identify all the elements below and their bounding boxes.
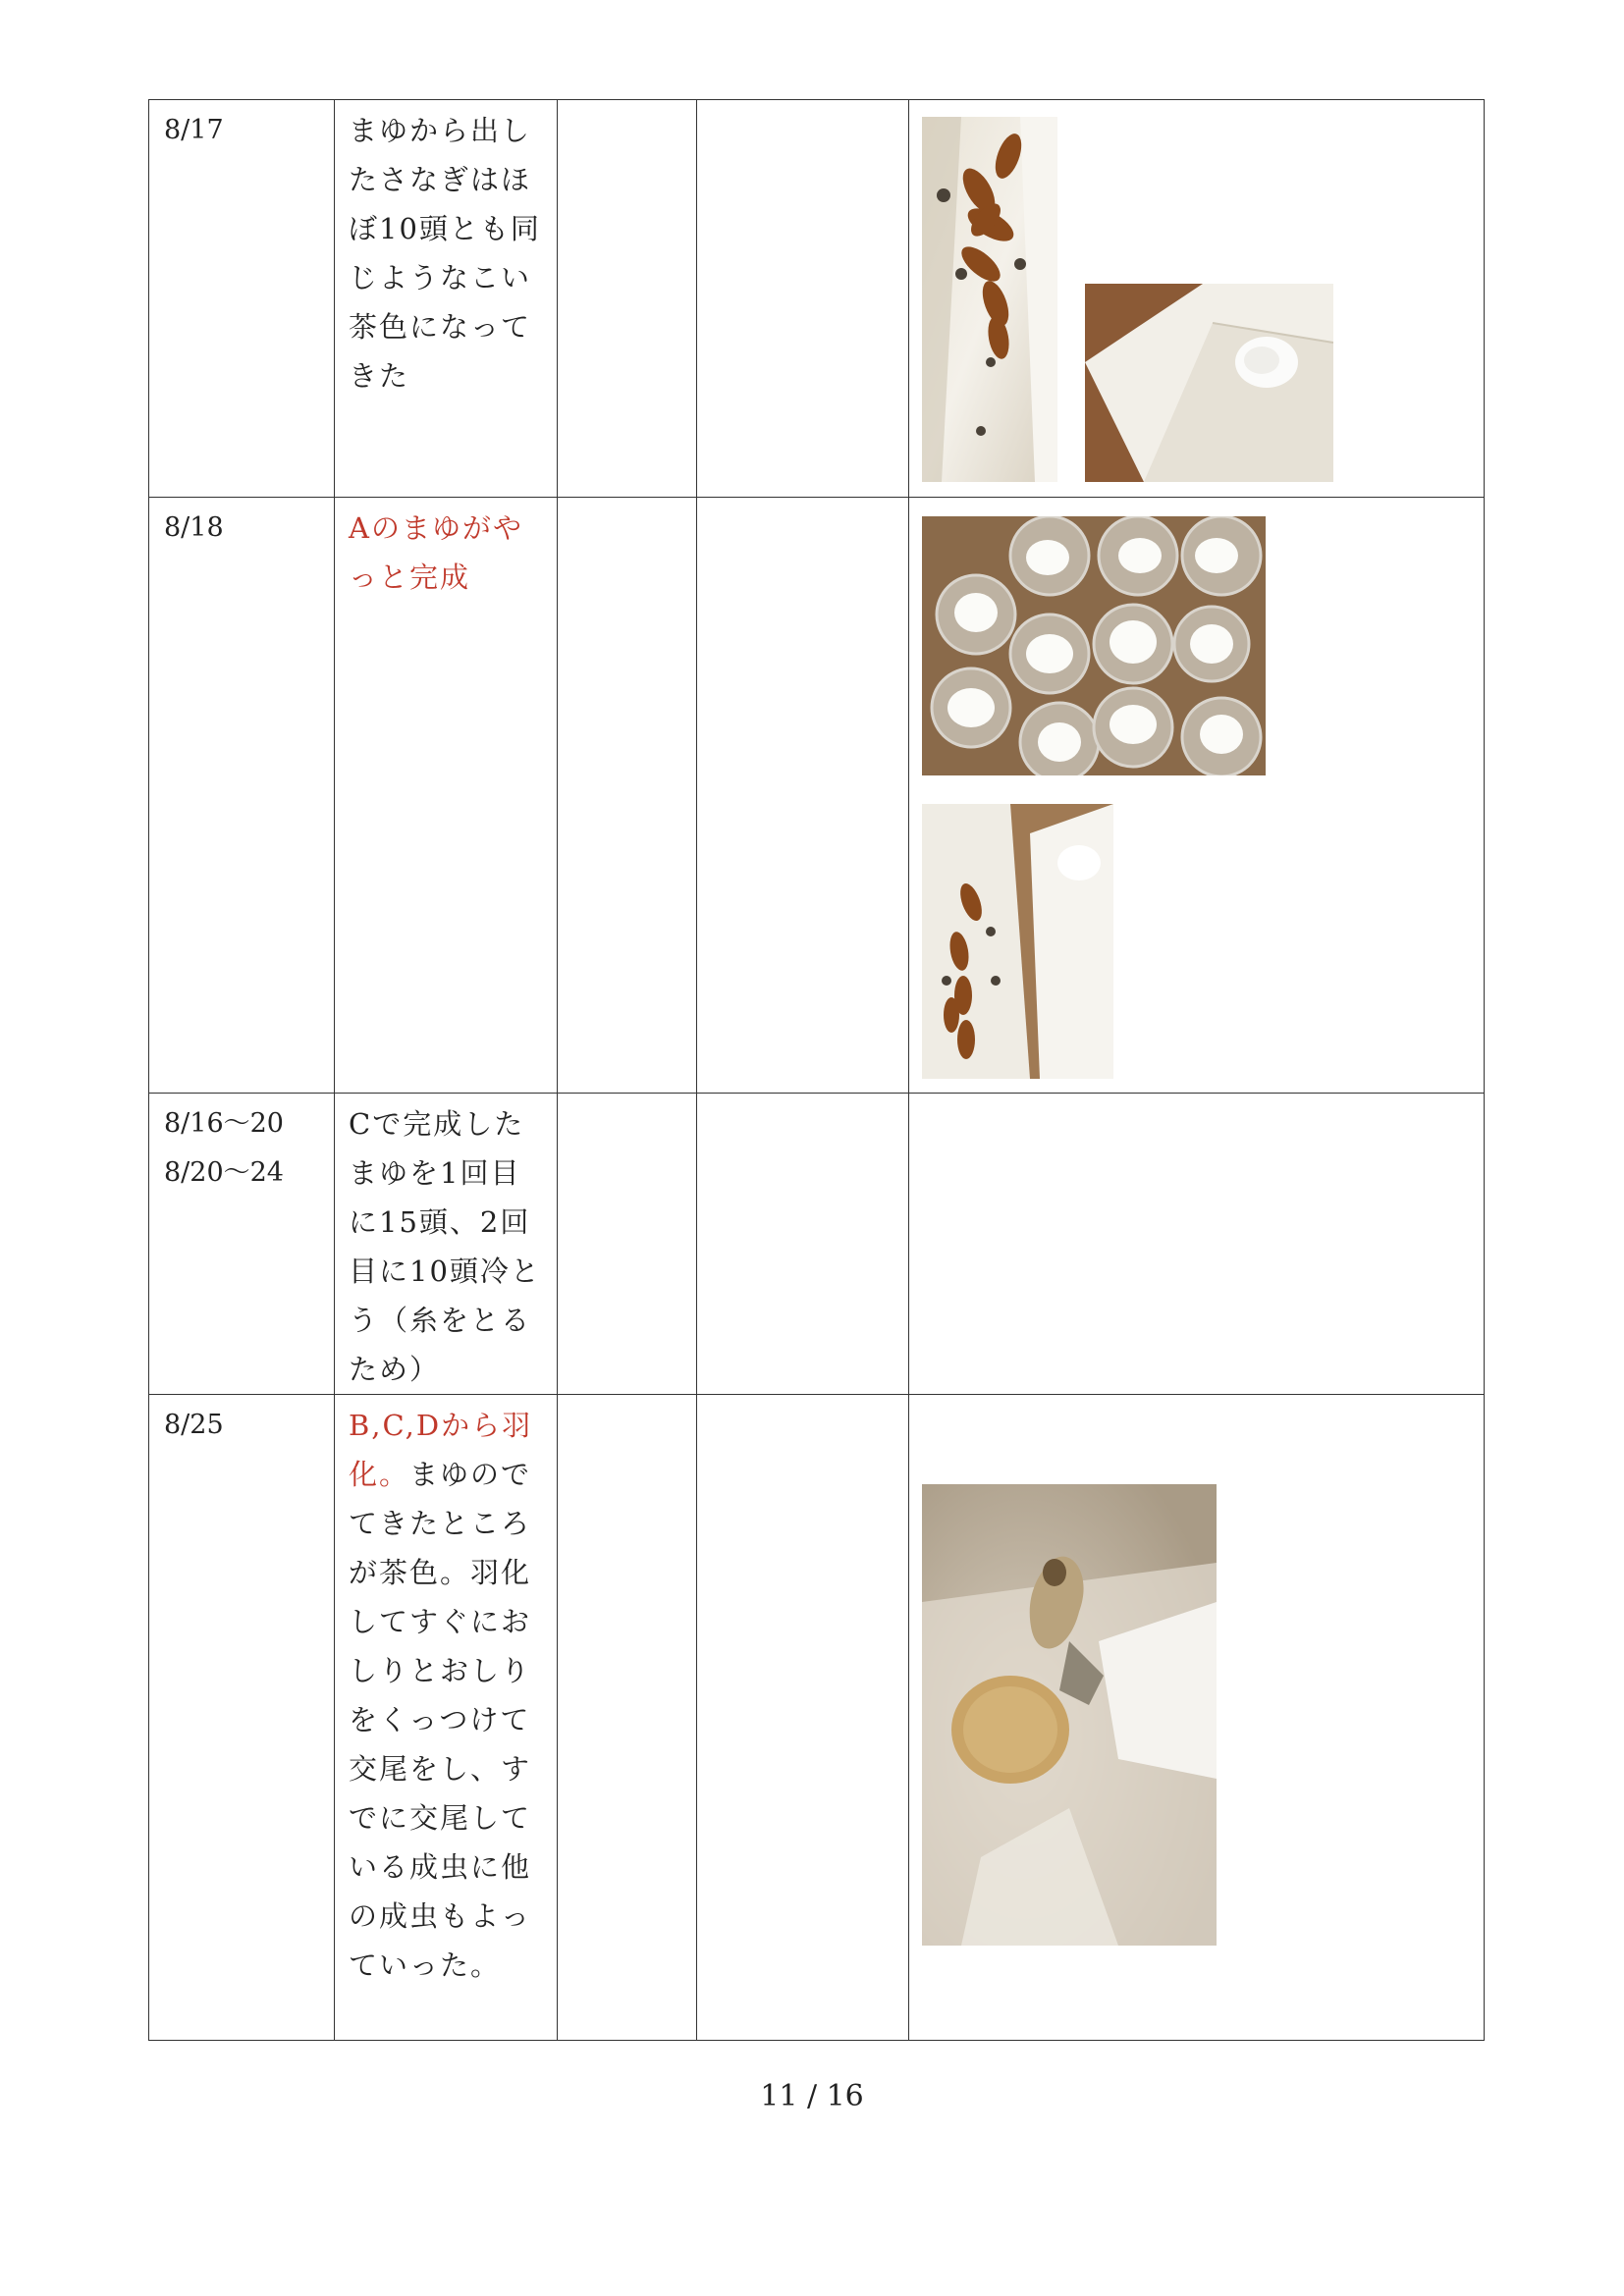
date-line: 8/20〜24: [164, 1157, 284, 1188]
date-cell: [149, 498, 335, 1094]
emerged-moth-photo: [922, 1484, 1217, 1946]
date-line: 8/18: [164, 512, 224, 543]
date-line: 8/17: [164, 115, 224, 145]
date-line: 8/25: [164, 1410, 224, 1440]
pupae-and-paper-photo: [922, 804, 1113, 1079]
empty-cell: [558, 498, 697, 1094]
empty-cell: [558, 1094, 697, 1395]
note-text: まゆのでてきたところが茶色。羽化してすぐにおしりとおしりをくっつけて交尾をし、すでに交尾している成虫に他の成虫もよっていった。: [349, 1458, 532, 1982]
date-cell: [149, 100, 335, 498]
empty-cell: [697, 100, 909, 498]
table-row: [149, 1094, 1485, 1395]
note-cell: [335, 100, 558, 498]
photo-cell: [909, 100, 1485, 498]
note-text: まゆから出したさなぎはほぼ10頭とも同じようなこい茶色になってきた: [349, 114, 541, 393]
empty-cell: [697, 498, 909, 1094]
photo-cell: [909, 1395, 1485, 2041]
note-text: Cで完成したまゆを1回目に15頭、2回目に10頭冷とう（糸をとるため）: [349, 1107, 541, 1386]
date-cell: [149, 1094, 335, 1395]
table-row: [149, 498, 1485, 1094]
photo-cell: [909, 498, 1485, 1094]
date-line: 8/16〜20: [164, 1108, 284, 1139]
table-row: [149, 100, 1485, 498]
note-text: Aのまゆがやっと完成: [349, 511, 523, 594]
empty-cell: [697, 1094, 909, 1395]
date-cell: [149, 1395, 335, 2041]
empty-cell: [909, 1094, 1485, 1395]
empty-cell: [558, 1395, 697, 2041]
note-text-highlight: B,C,Dから羽化。: [349, 1409, 533, 1491]
page-number: 11 / 16: [760, 2079, 864, 2113]
empty-cell: [697, 1395, 909, 2041]
note-cell: [335, 498, 558, 1094]
paper-corner-cocoon-photo: [1085, 284, 1333, 482]
table-row: [149, 1395, 1485, 2041]
note-cell: [335, 1395, 558, 2041]
empty-cell: [558, 100, 697, 498]
note-cell: [335, 1094, 558, 1395]
pupae-on-paper-photo: [922, 117, 1057, 482]
observation-table: [148, 99, 1485, 2041]
cocoons-in-cups-photo: [922, 516, 1266, 775]
